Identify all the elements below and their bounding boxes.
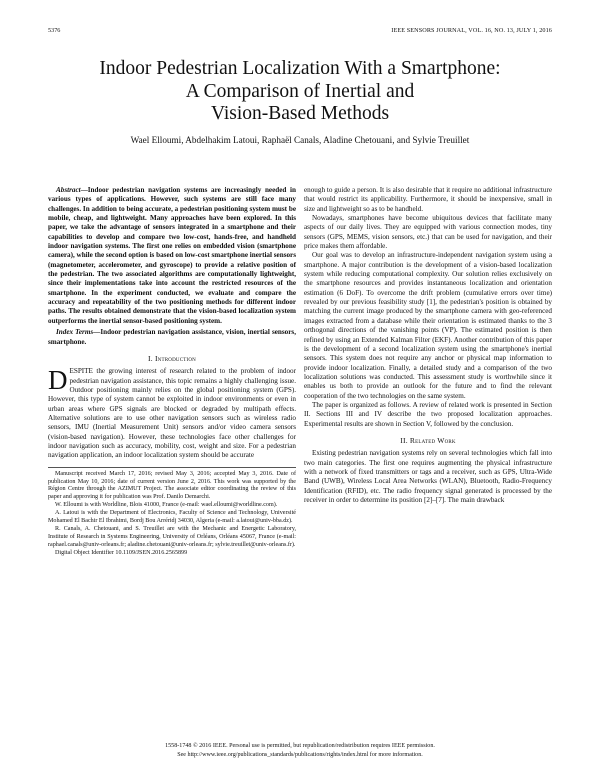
body-paragraph: Nowadays, smartphones have become ubiquitous devices that facilitate many aspects of our daily lives. They are equipped with various connection modes, tiny sensors (GPS, MEMS, vision sensors, etc.) that can be used for navigation, and their price makes them affordable. (304, 214, 552, 251)
page-footer (40, 742, 560, 759)
abstract-label: Abstract (56, 186, 81, 194)
right-column (304, 186, 552, 505)
paper-title (40, 58, 560, 126)
abstract (48, 186, 296, 326)
section-heading-related-work: II. Related Work (400, 435, 456, 445)
rights-link-line: See http://www.ieee.org/publications_standards/publications/rights/index.html for more information. (177, 751, 423, 758)
introduction-paragraph (48, 367, 296, 460)
abstract-text: —Indoor pedestrian navigation systems are increasingly needed in various types of applications. However, such systems are still face many challenges. In addition to being accurate, a pedestrian positioning system must be mobile, cheap, and lightweight. Many approaches have been explored. In this paper, we take the advantage of sensors integrated in a smartphone and their capabilities to develop and compare two low-cost, hands-free, and handheld indoor navigation systems. The first one relies on embedded vision (smartphone camera), while the second option is based on low-cost smartphone inertial sensors (magnetometer, accelerometer, and gyroscope) to provide a relative position of the pedestrian. The two associated algorithms are computationally lightweight, since their implementations take into account the restricted resources of the smartphone. In the experiment conducted, we evaluate and compare the accuracy and repeatability of the two positioning methods for different indoor paths. The results obtained demonstrate that the vision-based localization system outperforms the inertial sensor-based positioning system. (48, 186, 296, 325)
index-terms (48, 328, 296, 347)
author-list: Wael Elloumi, Abdelhakim Latoui, Raphaël Canals, Aladine Chetouani, and Sylvie Treuillet (130, 135, 470, 145)
body-paragraph: enough to guide a person. It is also desirable that it require no additional infrastructure that would restrict its applicability. Furthermore, it should be inexpensive, small in size and lightweight so as to be handheld. (304, 186, 552, 213)
footnotes (48, 467, 296, 558)
left-column (48, 186, 296, 558)
introduction-text: ESPITE the growing interest of research related to the problem of indoor pedestrian navigation assistance, this topic remains a highly challenging issue. Outdoor positioning mainly relies on the global positioning system (GPS). However, this type of system cannot be exploited in indoor environments or even in urban areas where GPS signals are blocked or degraded by multipath effects. Alternative solutions are to use other navigation sensors such as wireless radio sensors, IMU (Inertial Measurement Unit) sensors and/or video camera sensors (vision-based navigation). However, these technologies face other challenges for indoor navigation such as accuracy, mobility, cost, weight and size. For a pedestrian navigation application, an indoor localization system should be accurate (48, 367, 296, 460)
body-paragraph: The paper is organized as follows. A review of related work is presented in Section II. Sections III and IV describe the two proposed localization approaches. Experimental results are shown in Section V, followed by the conclusion. (304, 400, 552, 428)
body-paragraph: Existing pedestrian navigation systems rely on several technologies which fall into two main categories. The first one requires augmenting the physical infrastructure with a network of fixed transmitters or tags and a receiver, such as GPS, Ultra-Wide Band (UWB), Wireless Local Area Networks (WLAN), Bluetooth, Radio-Frequency Identification (RFID), etc. The radio frequency signal generated is processed by the receiver in order to determine its position [2]–[7]. The main drawback (304, 449, 552, 504)
title-line: Vision-Based Methods (210, 103, 390, 125)
body-paragraph: Our goal was to develop an infrastructure-independent navigation system using a smartphone. A major contribution is the development of a vision-based localization system while reducing computational complexity. Our solution relies exclusively on the smartphone resources and provides instantaneous localization and orientation estimation (6 DoF). To overcome the drift problem (cumulative errors over time) revealed by our previous feasibility study [1], the pedestrian's position is obtained by matching the current image produced by the smartphone camera with geo-referenced images extracted from a database while their orientation is estimated thanks to the 3 orthogonal directions of the vanishing points (VP). The estimated position is then refined by using an Extended Kalman Filter (EKF). Another contribution of this paper is the development of a second localization system using the smartphone's inertial sensors. This system does not require any anchor or physical map information to provide indoor localization. Finally, a detailed study and a comparison of the two localization solutions was conducted. This assessment study is worthwhile since it enables us both to provide an outlook for the future and to find the relevant cooperation of the two technologies on the same system. (304, 251, 552, 400)
footnote: Manuscript received March 17, 2016; revised May 3, 2016; accepted May 3, 2016. Date of publication May 10, 2016; date of current version June 2, 2016. This work was supported by the Région Centre through the AZIMUT Project. The associate editor coordinating the review of this paper and approving it for publication was Prof. Danilo Demarchi. (48, 470, 296, 501)
title-line: Indoor Pedestrian Localization With a Smartphone: (99, 58, 501, 79)
title-line: A Comparison of Inertial and (185, 80, 415, 102)
copyright-line: 1558-1748 © 2016 IEEE. Personal use is permitted, but republication/redistribution requires IEEE permission. (165, 743, 435, 749)
section-heading-introduction: I. Introduction (148, 353, 196, 363)
footnote: W. Elloumi is with Worldline, Blois 41000, France (e-mail: wael.elloumi@worldline.com). (55, 502, 278, 509)
drop-cap: D (48, 365, 68, 396)
running-header (48, 27, 552, 37)
page-number: 5376 (48, 27, 61, 34)
index-terms-label: Index Terms (56, 328, 94, 337)
footnote: Digital Object Identifier 10.1109/JSEN.2016.2565899 (55, 549, 188, 556)
footnote: R. Canals, A. Chetouani, and S. Treuillet are with the Mechanic and Energetic Laboratory, Institute of Research in Systems Engineering, University of Orléans, Orléans 45067, France (e-mail: raphael.canals@univ-orleans.fr; aladine.chetouani@univ-orleans.fr; sylvie.treuillet@univ-orleans.fr). (48, 525, 296, 548)
index-terms-text: —Indoor pedestrian navigation assistance, vision, inertial sensors, smartphone. (48, 328, 296, 346)
journal-name: IEEE SENSORS JOURNAL, VOL. 16, NO. 13, JULY 1, 2016 (391, 27, 552, 34)
footnote: A. Latoui is with the Department of Electronics, Faculty of Science and Technology, Université Mohamed El Bachir El Ibrahimi, Bordj Bou Arréridj 34030, Algeria (e-mail: a.latoui@univ-bba.dz). (48, 510, 296, 525)
